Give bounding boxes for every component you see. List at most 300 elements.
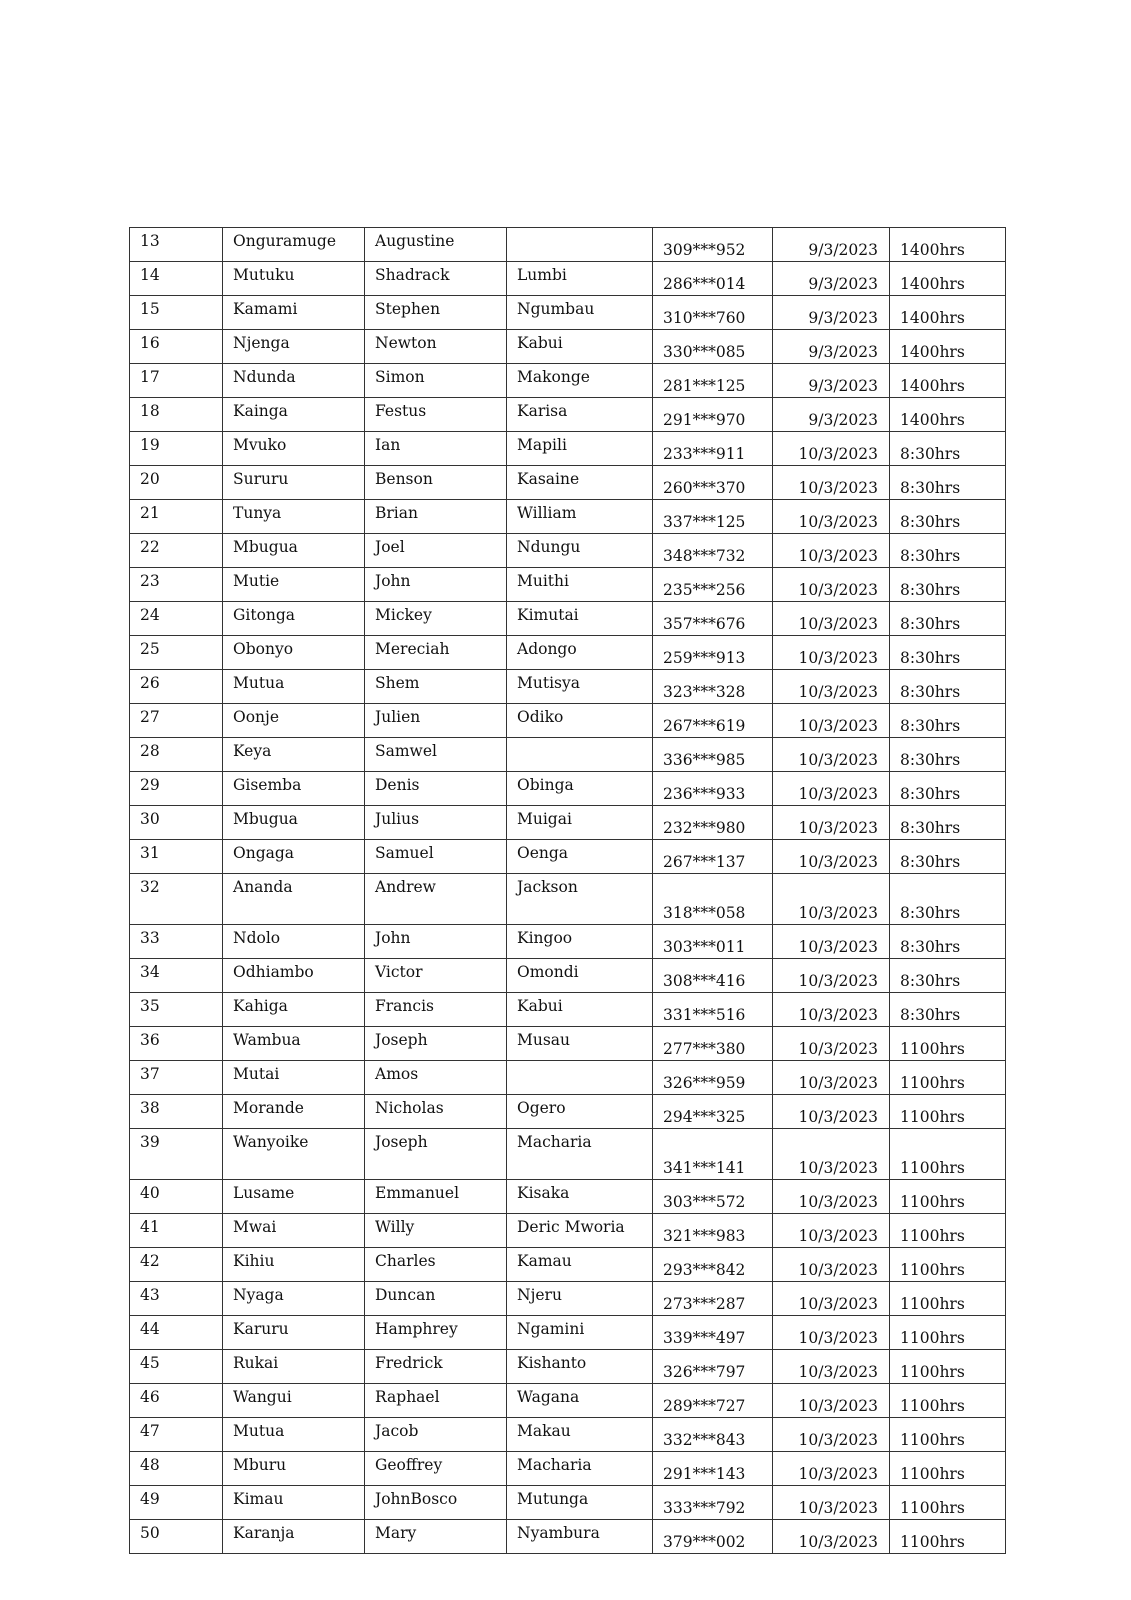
surname-cell: Mutua — [223, 1418, 365, 1452]
time-cell: 8:30hrs — [890, 840, 1006, 874]
table-row — [130, 1095, 1006, 1129]
table-row — [130, 330, 1006, 364]
roster-body — [130, 228, 1006, 1554]
row-number-cell: 22 — [130, 534, 223, 568]
time-cell: 8:30hrs — [890, 602, 1006, 636]
id-number-cell: 267***137 — [653, 840, 773, 874]
row-number-cell: 46 — [130, 1384, 223, 1418]
time-cell: 8:30hrs — [890, 568, 1006, 602]
table-row — [130, 432, 1006, 466]
surname-cell: Keya — [223, 738, 365, 772]
row-number-cell: 43 — [130, 1282, 223, 1316]
row-number-cell: 15 — [130, 296, 223, 330]
other-name-cell: Karisa — [507, 398, 653, 432]
first-name-cell: Victor — [365, 959, 507, 993]
date-cell: 9/3/2023 — [773, 330, 890, 364]
first-name-cell: Jacob — [365, 1418, 507, 1452]
row-number-cell: 21 — [130, 500, 223, 534]
row-number-cell: 34 — [130, 959, 223, 993]
other-name-cell: Ngamini — [507, 1316, 653, 1350]
roster-table — [129, 227, 1006, 1554]
id-number-cell: 233***911 — [653, 432, 773, 466]
surname-cell: Mburu — [223, 1452, 365, 1486]
row-number-cell: 49 — [130, 1486, 223, 1520]
other-name-cell: Odiko — [507, 704, 653, 738]
other-name-cell: Jackson — [507, 874, 653, 925]
id-number-cell: 326***959 — [653, 1061, 773, 1095]
id-number-cell: 333***792 — [653, 1486, 773, 1520]
row-number-cell: 28 — [130, 738, 223, 772]
id-number-cell: 330***085 — [653, 330, 773, 364]
other-name-cell: Lumbi — [507, 262, 653, 296]
time-cell: 1100hrs — [890, 1282, 1006, 1316]
table-row — [130, 959, 1006, 993]
date-cell: 10/3/2023 — [773, 704, 890, 738]
other-name-cell: Omondi — [507, 959, 653, 993]
first-name-cell: John — [365, 925, 507, 959]
id-number-cell: 236***933 — [653, 772, 773, 806]
table-row — [130, 1452, 1006, 1486]
time-cell: 8:30hrs — [890, 466, 1006, 500]
id-number-cell: 259***913 — [653, 636, 773, 670]
surname-cell: Ndunda — [223, 364, 365, 398]
time-cell: 8:30hrs — [890, 534, 1006, 568]
first-name-cell: Shadrack — [365, 262, 507, 296]
surname-cell: Njenga — [223, 330, 365, 364]
row-number-cell: 33 — [130, 925, 223, 959]
row-number-cell: 13 — [130, 228, 223, 262]
id-number-cell: 260***370 — [653, 466, 773, 500]
surname-cell: Mutie — [223, 568, 365, 602]
table-row — [130, 1350, 1006, 1384]
date-cell: 10/3/2023 — [773, 1452, 890, 1486]
id-number-cell: 293***842 — [653, 1248, 773, 1282]
date-cell: 10/3/2023 — [773, 1316, 890, 1350]
surname-cell: Obonyo — [223, 636, 365, 670]
row-number-cell: 19 — [130, 432, 223, 466]
time-cell: 1100hrs — [890, 1248, 1006, 1282]
other-name-cell: Mutisya — [507, 670, 653, 704]
time-cell: 8:30hrs — [890, 874, 1006, 925]
table-row — [130, 228, 1006, 262]
other-name-cell: Deric Mworia — [507, 1214, 653, 1248]
id-number-cell: 310***760 — [653, 296, 773, 330]
date-cell: 10/3/2023 — [773, 874, 890, 925]
table-row — [130, 738, 1006, 772]
table-row — [130, 806, 1006, 840]
other-name-cell — [507, 228, 653, 262]
surname-cell: Mbugua — [223, 806, 365, 840]
other-name-cell: Adongo — [507, 636, 653, 670]
first-name-cell: Samuel — [365, 840, 507, 874]
date-cell: 10/3/2023 — [773, 1214, 890, 1248]
first-name-cell: John — [365, 568, 507, 602]
id-number-cell: 337***125 — [653, 500, 773, 534]
first-name-cell: Amos — [365, 1061, 507, 1095]
table-row — [130, 1520, 1006, 1554]
other-name-cell: Wagana — [507, 1384, 653, 1418]
surname-cell: Lusame — [223, 1180, 365, 1214]
table-row — [130, 772, 1006, 806]
surname-cell: Kihiu — [223, 1248, 365, 1282]
id-number-cell: 323***328 — [653, 670, 773, 704]
table-row — [130, 1214, 1006, 1248]
table-row — [130, 1027, 1006, 1061]
row-number-cell: 23 — [130, 568, 223, 602]
id-number-cell: 267***619 — [653, 704, 773, 738]
surname-cell: Mbugua — [223, 534, 365, 568]
surname-cell: Mvuko — [223, 432, 365, 466]
surname-cell: Ananda — [223, 874, 365, 925]
table-row — [130, 568, 1006, 602]
first-name-cell: Denis — [365, 772, 507, 806]
time-cell: 8:30hrs — [890, 772, 1006, 806]
row-number-cell: 38 — [130, 1095, 223, 1129]
date-cell: 9/3/2023 — [773, 262, 890, 296]
first-name-cell: JohnBosco — [365, 1486, 507, 1520]
date-cell: 9/3/2023 — [773, 364, 890, 398]
id-number-cell: 331***516 — [653, 993, 773, 1027]
time-cell: 1400hrs — [890, 296, 1006, 330]
date-cell: 10/3/2023 — [773, 1350, 890, 1384]
table-row — [130, 1180, 1006, 1214]
date-cell: 10/3/2023 — [773, 534, 890, 568]
id-number-cell: 291***143 — [653, 1452, 773, 1486]
first-name-cell: Geoffrey — [365, 1452, 507, 1486]
row-number-cell: 32 — [130, 874, 223, 925]
first-name-cell: Newton — [365, 330, 507, 364]
surname-cell: Kimau — [223, 1486, 365, 1520]
surname-cell: Ndolo — [223, 925, 365, 959]
id-number-cell: 303***011 — [653, 925, 773, 959]
time-cell: 1400hrs — [890, 398, 1006, 432]
time-cell: 8:30hrs — [890, 704, 1006, 738]
date-cell: 10/3/2023 — [773, 466, 890, 500]
other-name-cell: Kabui — [507, 330, 653, 364]
table-row — [130, 296, 1006, 330]
table-row — [130, 1384, 1006, 1418]
first-name-cell: Mary — [365, 1520, 507, 1554]
surname-cell: Gisemba — [223, 772, 365, 806]
table-row — [130, 534, 1006, 568]
id-number-cell: 308***416 — [653, 959, 773, 993]
first-name-cell: Ian — [365, 432, 507, 466]
table-row — [130, 466, 1006, 500]
first-name-cell: Benson — [365, 466, 507, 500]
table-row — [130, 1316, 1006, 1350]
table-row — [130, 1061, 1006, 1095]
surname-cell: Mwai — [223, 1214, 365, 1248]
first-name-cell: Andrew — [365, 874, 507, 925]
time-cell: 1400hrs — [890, 228, 1006, 262]
surname-cell: Wambua — [223, 1027, 365, 1061]
other-name-cell — [507, 1061, 653, 1095]
surname-cell: Mutuku — [223, 262, 365, 296]
date-cell: 10/3/2023 — [773, 1248, 890, 1282]
surname-cell: Kainga — [223, 398, 365, 432]
surname-cell: Rukai — [223, 1350, 365, 1384]
row-number-cell: 17 — [130, 364, 223, 398]
row-number-cell: 31 — [130, 840, 223, 874]
row-number-cell: 42 — [130, 1248, 223, 1282]
table-row — [130, 1248, 1006, 1282]
first-name-cell: Brian — [365, 500, 507, 534]
table-row — [130, 1282, 1006, 1316]
id-number-cell: 309***952 — [653, 228, 773, 262]
surname-cell: Mutua — [223, 670, 365, 704]
id-number-cell: 281***125 — [653, 364, 773, 398]
row-number-cell: 30 — [130, 806, 223, 840]
table-row — [130, 874, 1006, 925]
row-number-cell: 40 — [130, 1180, 223, 1214]
first-name-cell: Simon — [365, 364, 507, 398]
first-name-cell: Emmanuel — [365, 1180, 507, 1214]
other-name-cell: Kishanto — [507, 1350, 653, 1384]
date-cell: 10/3/2023 — [773, 738, 890, 772]
table-row — [130, 1486, 1006, 1520]
first-name-cell: Willy — [365, 1214, 507, 1248]
first-name-cell: Julien — [365, 704, 507, 738]
row-number-cell: 24 — [130, 602, 223, 636]
surname-cell: Wanyoike — [223, 1129, 365, 1180]
time-cell: 8:30hrs — [890, 432, 1006, 466]
other-name-cell: Kabui — [507, 993, 653, 1027]
surname-cell: Gitonga — [223, 602, 365, 636]
id-number-cell: 357***676 — [653, 602, 773, 636]
id-number-cell: 318***058 — [653, 874, 773, 925]
first-name-cell: Joel — [365, 534, 507, 568]
first-name-cell: Festus — [365, 398, 507, 432]
first-name-cell: Duncan — [365, 1282, 507, 1316]
id-number-cell: 232***980 — [653, 806, 773, 840]
date-cell: 9/3/2023 — [773, 296, 890, 330]
time-cell: 1100hrs — [890, 1418, 1006, 1452]
time-cell: 8:30hrs — [890, 636, 1006, 670]
first-name-cell: Charles — [365, 1248, 507, 1282]
time-cell: 1100hrs — [890, 1520, 1006, 1554]
other-name-cell: Kisaka — [507, 1180, 653, 1214]
date-cell: 10/3/2023 — [773, 1486, 890, 1520]
row-number-cell: 45 — [130, 1350, 223, 1384]
table-row — [130, 670, 1006, 704]
row-number-cell: 44 — [130, 1316, 223, 1350]
surname-cell: Mutai — [223, 1061, 365, 1095]
time-cell: 8:30hrs — [890, 670, 1006, 704]
time-cell: 1100hrs — [890, 1095, 1006, 1129]
table-row — [130, 602, 1006, 636]
surname-cell: Karanja — [223, 1520, 365, 1554]
time-cell: 8:30hrs — [890, 738, 1006, 772]
table-row — [130, 925, 1006, 959]
time-cell: 8:30hrs — [890, 500, 1006, 534]
table-row — [130, 364, 1006, 398]
time-cell: 1400hrs — [890, 364, 1006, 398]
first-name-cell: Stephen — [365, 296, 507, 330]
first-name-cell: Raphael — [365, 1384, 507, 1418]
time-cell: 1100hrs — [890, 1061, 1006, 1095]
date-cell: 10/3/2023 — [773, 925, 890, 959]
first-name-cell: Joseph — [365, 1129, 507, 1180]
other-name-cell: Njeru — [507, 1282, 653, 1316]
surname-cell: Kahiga — [223, 993, 365, 1027]
surname-cell: Odhiambo — [223, 959, 365, 993]
date-cell: 10/3/2023 — [773, 1282, 890, 1316]
date-cell: 10/3/2023 — [773, 772, 890, 806]
row-number-cell: 41 — [130, 1214, 223, 1248]
other-name-cell: Makonge — [507, 364, 653, 398]
surname-cell: Tunya — [223, 500, 365, 534]
id-number-cell: 336***985 — [653, 738, 773, 772]
date-cell: 10/3/2023 — [773, 993, 890, 1027]
row-number-cell: 27 — [130, 704, 223, 738]
other-name-cell: Ngumbau — [507, 296, 653, 330]
time-cell: 1100hrs — [890, 1214, 1006, 1248]
other-name-cell: Ndungu — [507, 534, 653, 568]
id-number-cell: 379***002 — [653, 1520, 773, 1554]
id-number-cell: 332***843 — [653, 1418, 773, 1452]
id-number-cell: 294***325 — [653, 1095, 773, 1129]
row-number-cell: 29 — [130, 772, 223, 806]
date-cell: 9/3/2023 — [773, 228, 890, 262]
other-name-cell: Kingoo — [507, 925, 653, 959]
time-cell: 1100hrs — [890, 1027, 1006, 1061]
id-number-cell: 339***497 — [653, 1316, 773, 1350]
other-name-cell: Muithi — [507, 568, 653, 602]
time-cell: 1100hrs — [890, 1316, 1006, 1350]
date-cell: 10/3/2023 — [773, 1095, 890, 1129]
date-cell: 10/3/2023 — [773, 670, 890, 704]
first-name-cell: Joseph — [365, 1027, 507, 1061]
other-name-cell: Makau — [507, 1418, 653, 1452]
date-cell: 10/3/2023 — [773, 1027, 890, 1061]
row-number-cell: 18 — [130, 398, 223, 432]
id-number-cell: 273***287 — [653, 1282, 773, 1316]
other-name-cell: Ogero — [507, 1095, 653, 1129]
date-cell: 10/3/2023 — [773, 602, 890, 636]
other-name-cell: William — [507, 500, 653, 534]
other-name-cell: Macharia — [507, 1129, 653, 1180]
date-cell: 9/3/2023 — [773, 398, 890, 432]
time-cell: 1100hrs — [890, 1180, 1006, 1214]
first-name-cell: Mickey — [365, 602, 507, 636]
date-cell: 10/3/2023 — [773, 1520, 890, 1554]
other-name-cell — [507, 738, 653, 772]
other-name-cell: Mapili — [507, 432, 653, 466]
time-cell: 8:30hrs — [890, 806, 1006, 840]
other-name-cell: Kasaine — [507, 466, 653, 500]
surname-cell: Sururu — [223, 466, 365, 500]
first-name-cell: Francis — [365, 993, 507, 1027]
date-cell: 10/3/2023 — [773, 840, 890, 874]
id-number-cell: 286***014 — [653, 262, 773, 296]
other-name-cell: Oenga — [507, 840, 653, 874]
date-cell: 10/3/2023 — [773, 806, 890, 840]
surname-cell: Onguramuge — [223, 228, 365, 262]
first-name-cell: Hamphrey — [365, 1316, 507, 1350]
first-name-cell: Nicholas — [365, 1095, 507, 1129]
table-row — [130, 1129, 1006, 1180]
table-row — [130, 704, 1006, 738]
row-number-cell: 37 — [130, 1061, 223, 1095]
other-name-cell: Muigai — [507, 806, 653, 840]
id-number-cell: 321***983 — [653, 1214, 773, 1248]
other-name-cell: Nyambura — [507, 1520, 653, 1554]
time-cell: 8:30hrs — [890, 993, 1006, 1027]
time-cell: 1100hrs — [890, 1486, 1006, 1520]
id-number-cell: 341***141 — [653, 1129, 773, 1180]
table-row — [130, 636, 1006, 670]
surname-cell: Ongaga — [223, 840, 365, 874]
first-name-cell: Mereciah — [365, 636, 507, 670]
first-name-cell: Samwel — [365, 738, 507, 772]
table-row — [130, 993, 1006, 1027]
row-number-cell: 48 — [130, 1452, 223, 1486]
time-cell: 1100hrs — [890, 1452, 1006, 1486]
id-number-cell: 348***732 — [653, 534, 773, 568]
time-cell: 1100hrs — [890, 1350, 1006, 1384]
date-cell: 10/3/2023 — [773, 1129, 890, 1180]
table-row — [130, 1418, 1006, 1452]
first-name-cell: Fredrick — [365, 1350, 507, 1384]
table-row — [130, 840, 1006, 874]
id-number-cell: 289***727 — [653, 1384, 773, 1418]
row-number-cell: 39 — [130, 1129, 223, 1180]
row-number-cell: 25 — [130, 636, 223, 670]
row-number-cell: 26 — [130, 670, 223, 704]
first-name-cell: Shem — [365, 670, 507, 704]
date-cell: 10/3/2023 — [773, 1418, 890, 1452]
row-number-cell: 20 — [130, 466, 223, 500]
surname-cell: Morande — [223, 1095, 365, 1129]
time-cell: 1100hrs — [890, 1384, 1006, 1418]
id-number-cell: 291***970 — [653, 398, 773, 432]
other-name-cell: Obinga — [507, 772, 653, 806]
date-cell: 10/3/2023 — [773, 568, 890, 602]
other-name-cell: Kimutai — [507, 602, 653, 636]
row-number-cell: 47 — [130, 1418, 223, 1452]
date-cell: 10/3/2023 — [773, 1061, 890, 1095]
id-number-cell: 277***380 — [653, 1027, 773, 1061]
other-name-cell: Macharia — [507, 1452, 653, 1486]
date-cell: 10/3/2023 — [773, 1384, 890, 1418]
row-number-cell: 50 — [130, 1520, 223, 1554]
other-name-cell: Kamau — [507, 1248, 653, 1282]
time-cell: 8:30hrs — [890, 959, 1006, 993]
first-name-cell: Augustine — [365, 228, 507, 262]
table-row — [130, 500, 1006, 534]
row-number-cell: 14 — [130, 262, 223, 296]
surname-cell: Oonje — [223, 704, 365, 738]
time-cell: 8:30hrs — [890, 925, 1006, 959]
table-row — [130, 262, 1006, 296]
table-row — [130, 398, 1006, 432]
surname-cell: Karuru — [223, 1316, 365, 1350]
row-number-cell: 36 — [130, 1027, 223, 1061]
date-cell: 10/3/2023 — [773, 959, 890, 993]
date-cell: 10/3/2023 — [773, 636, 890, 670]
surname-cell: Kamami — [223, 296, 365, 330]
time-cell: 1100hrs — [890, 1129, 1006, 1180]
other-name-cell: Mutunga — [507, 1486, 653, 1520]
other-name-cell: Musau — [507, 1027, 653, 1061]
row-number-cell: 16 — [130, 330, 223, 364]
id-number-cell: 303***572 — [653, 1180, 773, 1214]
id-number-cell: 235***256 — [653, 568, 773, 602]
time-cell: 1400hrs — [890, 262, 1006, 296]
id-number-cell: 326***797 — [653, 1350, 773, 1384]
date-cell: 10/3/2023 — [773, 432, 890, 466]
date-cell: 10/3/2023 — [773, 1180, 890, 1214]
